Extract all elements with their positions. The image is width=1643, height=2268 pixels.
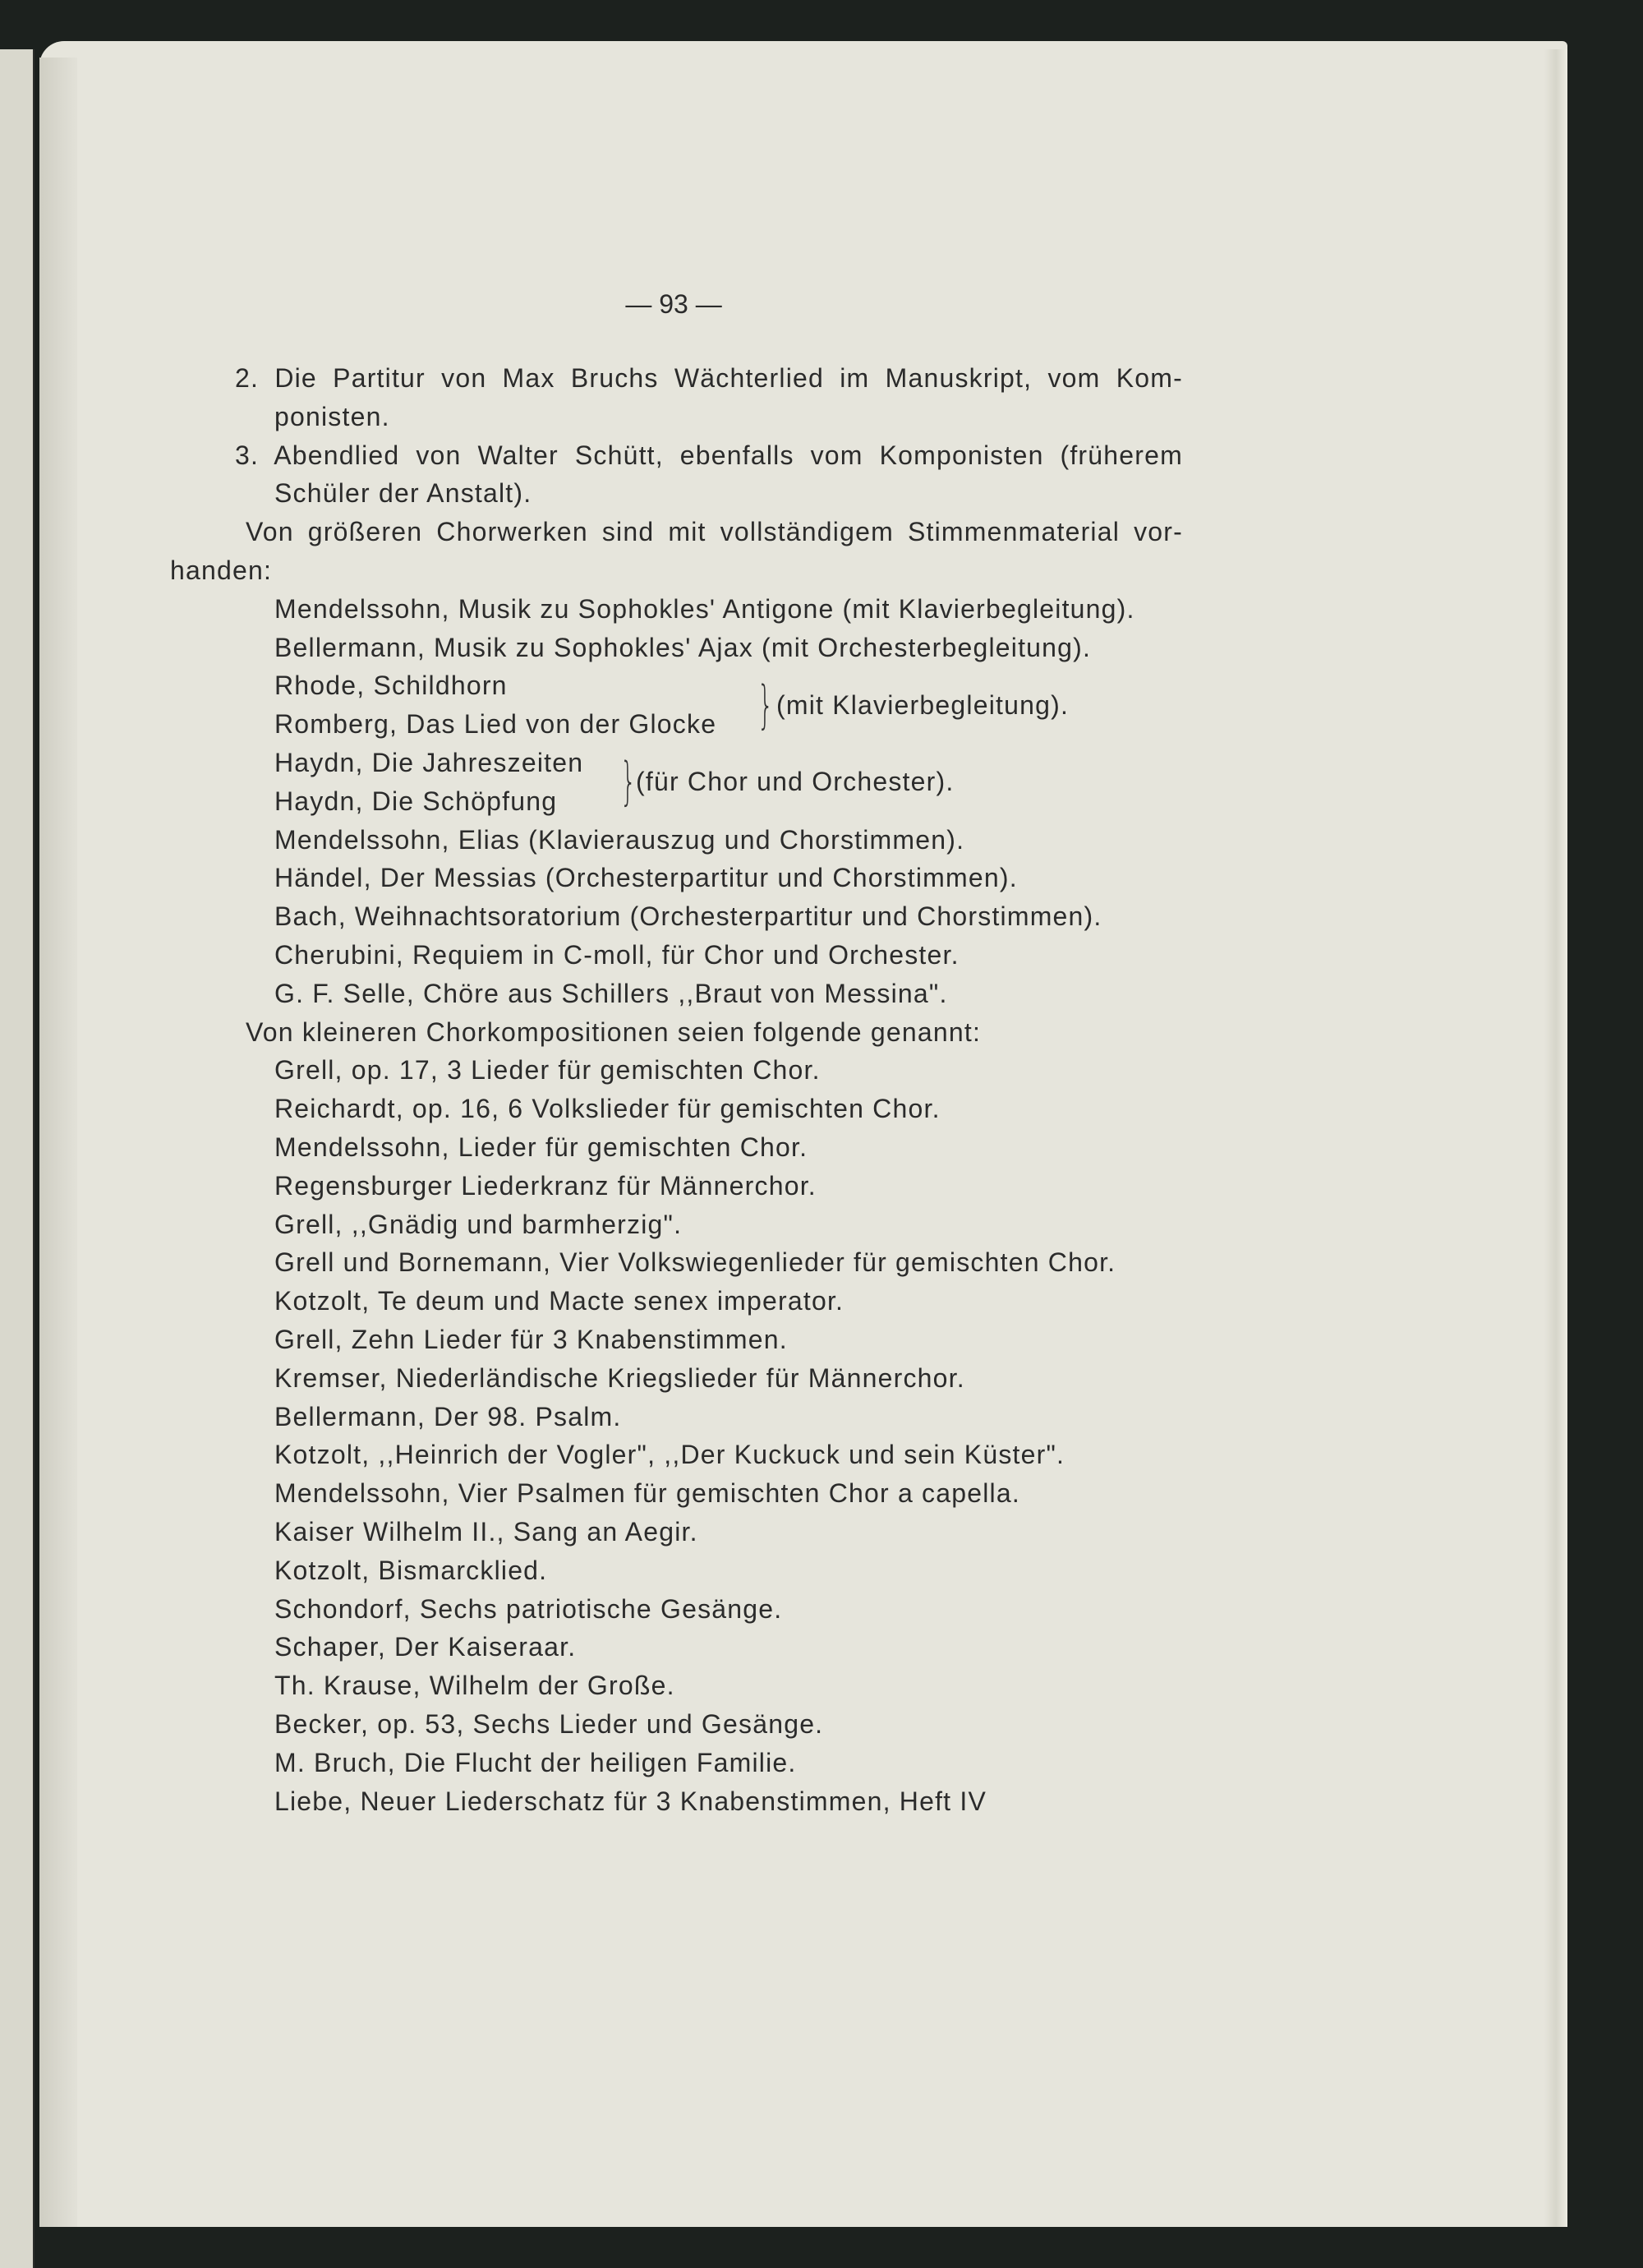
text-line: Kotzolt, Bismarcklied. <box>274 1555 548 1585</box>
text-line: Regensburger Liederkranz für Männerchor. <box>274 1170 817 1201</box>
text-line: Kotzolt, ,,Heinrich der Vogler", ,,Der Kuckuck und sein Küster". <box>274 1440 1065 1470</box>
text-line: 2. Die Partitur von Max Bruchs Wächterlied im Manuskript, vom Kom- <box>235 363 1183 393</box>
text-line: Haydn, Die Schöpfung <box>274 786 558 816</box>
brace-glyph: } <box>619 751 637 812</box>
text-line: Th. Krause, Wilhelm der Große. <box>274 1671 675 1701</box>
text-line: Mendelssohn, Musik zu Sophokles' Antigone (mit Klavierbegleitung). <box>274 593 1135 624</box>
page-number: — 93 — <box>625 289 722 319</box>
brace-note: (mit Klavierbegleitung). <box>776 689 1070 720</box>
page-stack-edge <box>1544 49 1567 2227</box>
text-line: M. Bruch, Die Flucht der heiligen Familie. <box>274 1747 797 1777</box>
text-line: Mendelssohn, Elias (Klavierauszug und Chorstimmen). <box>274 824 965 855</box>
facing-page-edge <box>0 49 35 2268</box>
brace-note: (für Chor und Orchester). <box>636 767 955 797</box>
text-line: Schaper, Der Kaiseraar. <box>274 1632 577 1662</box>
text-line: Kaiser Wilhelm II., Sang an Aegir. <box>274 1517 698 1547</box>
text-line: Reichardt, op. 16, 6 Volkslieder für gemischten Chor. <box>274 1094 941 1124</box>
text-line: G. F. Selle, Chöre aus Schillers ,,Braut von Messina". <box>274 978 948 1008</box>
text-line: Mendelssohn, Lieder für gemischten Chor. <box>274 1132 808 1162</box>
text-line: Bach, Weihnachtsoratorium (Orchesterpartitur und Chorstimmen). <box>274 901 1102 932</box>
brace-glyph: } <box>757 674 774 735</box>
text-line: handen: <box>170 555 273 585</box>
text-line: Von kleineren Chorkompositionen seien folgende genannt: <box>246 1016 982 1047</box>
text-line: Haydn, Die Jahreszeiten <box>274 748 584 777</box>
text-line: Liebe, Neuer Liederschatz für 3 Knabenstimmen, Heft IV <box>274 1786 987 1816</box>
text-line: Von größeren Chorwerken sind mit vollständigem Stimmenmaterial vor- <box>246 517 1183 547</box>
text-line: 3. Abendlied von Walter Schütt, ebenfalls vom Komponisten (früherem <box>235 440 1183 470</box>
text-line: Bellermann, Musik zu Sophokles' Ajax (mit Orchesterbegleitung). <box>274 632 1092 662</box>
text-line: ponisten. <box>274 401 390 431</box>
text-line: Bellermann, Der 98. Psalm. <box>274 1401 622 1431</box>
text-line: Grell, op. 17, 3 Lieder für gemischten Chor. <box>274 1055 821 1086</box>
text-line: Schüler der Anstalt). <box>274 478 532 509</box>
text-line: Becker, op. 53, Sechs Lieder und Gesänge. <box>274 1709 824 1739</box>
text-line: Grell, ,,Gnädig und barmherzig". <box>274 1209 683 1239</box>
text-line: Cherubini, Requiem in C-moll, für Chor und Orchester. <box>274 940 960 970</box>
text-line: Schondorf, Sechs patriotische Gesänge. <box>274 1593 783 1624</box>
text-line: Kremser, Niederländische Kriegslieder für Männerchor. <box>274 1362 965 1393</box>
text-line: Grell, Zehn Lieder für 3 Knabenstimmen. <box>274 1325 788 1354</box>
text-line: Händel, Der Messias (Orchesterpartitur und Chorstimmen). <box>274 863 1018 893</box>
text-line: Rhode, Schildhorn <box>274 671 508 701</box>
text-line: Grell und Bornemann, Vier Volkswiegenlieder für gemischten Chor. <box>274 1247 1116 1278</box>
page-gutter <box>39 58 77 2227</box>
text-line: Mendelssohn, Vier Psalmen für gemischten Chor a capella. <box>274 1478 1020 1509</box>
text-line: Romberg, Das Lied von der Glocke <box>274 709 717 740</box>
text-line: Kotzolt, Te deum und Macte senex imperator. <box>274 1286 845 1316</box>
